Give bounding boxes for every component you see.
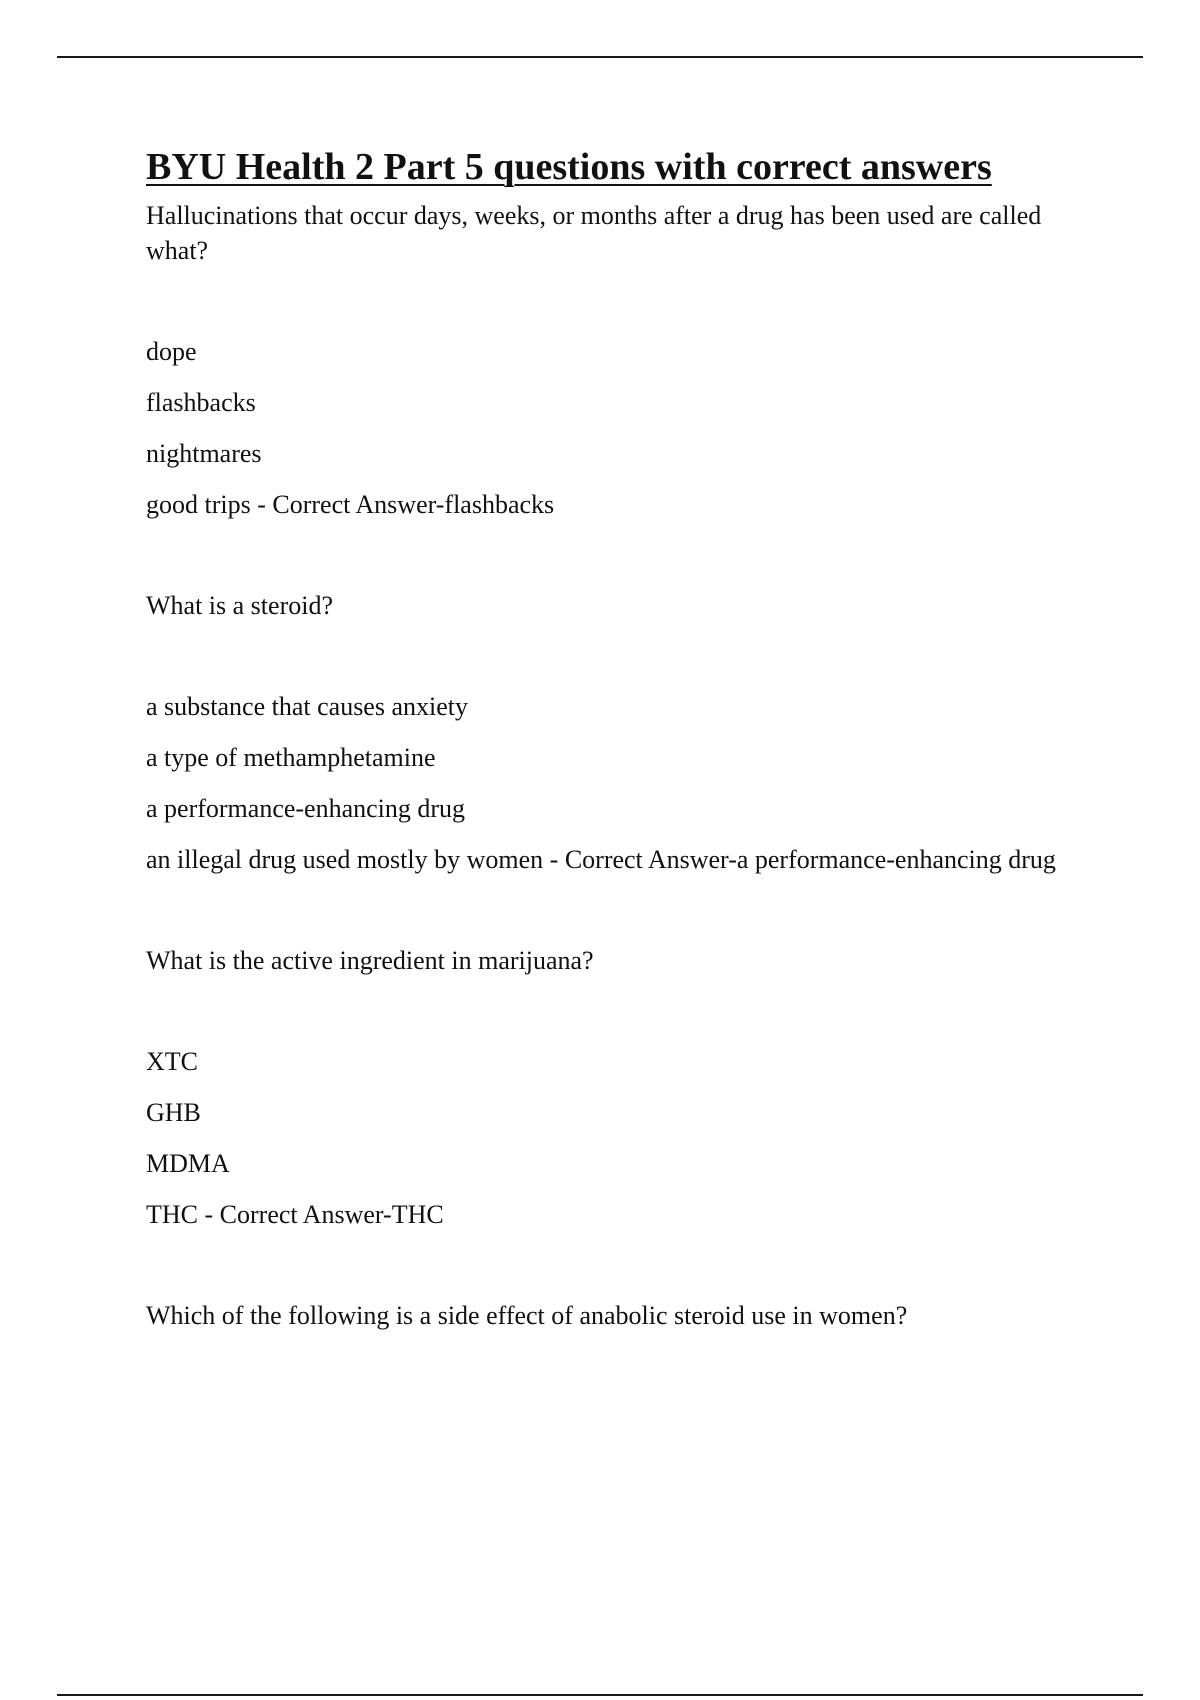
answer-options: [146, 1045, 1086, 1232]
question-text: What is the active ingredient in marijuana?: [146, 946, 594, 975]
answer-option: MDMA: [146, 1149, 230, 1178]
top-rule: [57, 56, 1143, 58]
question-block: [146, 198, 1086, 522]
answer-option: flashbacks: [146, 388, 256, 417]
question-block: [146, 943, 1086, 1232]
document-page: [146, 142, 1086, 1399]
answer-option: a type of methamphetamine: [146, 743, 436, 772]
question-text: What is a steroid?: [146, 591, 333, 620]
question-text: Which of the following is a side effect of anabolic steroid use in women?: [146, 1301, 908, 1330]
answer-option-with-correct-answer: good trips - Correct Answer-flashbacks: [146, 490, 555, 519]
answer-option-with-correct-answer: an illegal drug used mostly by women - Correct Answer-a performance-enhancing drug: [146, 845, 1056, 874]
answer-options: [146, 335, 1086, 522]
question-block: [146, 1298, 1086, 1333]
answer-options: [146, 690, 1086, 877]
answer-option: dope: [146, 337, 197, 366]
document-title: BYU Health 2 Part 5 questions with correct answers: [146, 146, 992, 188]
answer-option: a performance-enhancing drug: [146, 794, 466, 823]
answer-option: nightmares: [146, 439, 262, 468]
answer-option: GHB: [146, 1098, 201, 1127]
question-block: [146, 588, 1086, 877]
question-text: Hallucinations that occur days, weeks, or months after a drug has been used are called what?: [146, 201, 1042, 265]
answer-option-with-correct-answer: THC - Correct Answer-THC: [146, 1200, 444, 1229]
bottom-rule: [57, 1694, 1143, 1696]
answer-option: XTC: [146, 1047, 198, 1076]
answer-option: a substance that causes anxiety: [146, 692, 468, 721]
